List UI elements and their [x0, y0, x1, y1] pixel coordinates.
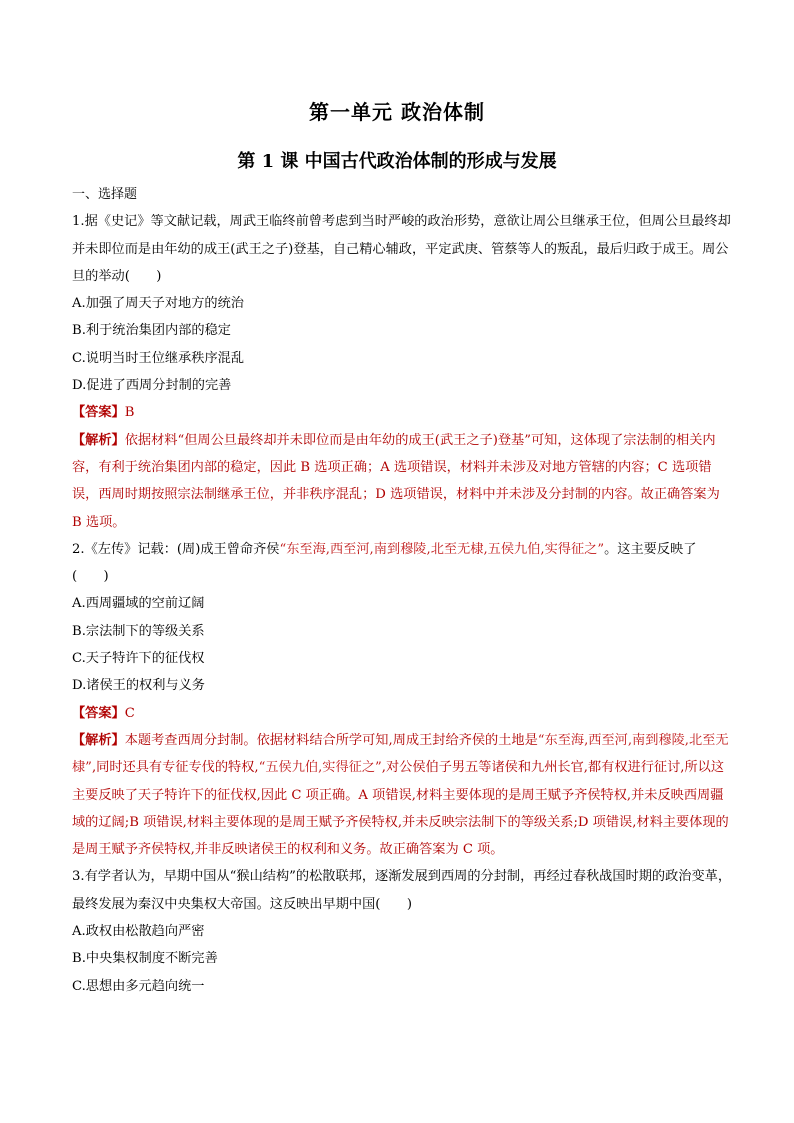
question-1-option-d: D.促进了西周分封制的完善 — [72, 378, 232, 394]
stem-text: 2.《左传》记载：(周)成王曾命齐侯 — [72, 541, 280, 557]
question-1-option-a: A.加强了周天子对地方的统治 — [72, 296, 244, 312]
question-2-option-b: B.宗法制下的等级关系 — [72, 623, 205, 639]
answer-label: 【答案】 — [72, 705, 125, 721]
question-2-answer — [72, 700, 732, 727]
question-3-stem: 3.有学者认为，早期中国从“猴山结构”的松散联邦，逐渐发展到西周的分封制，再经过春秋战国时期的政治变革，最终发展为秦汉中央集权大帝国。这反映出早期中国( ) — [72, 869, 732, 912]
stem-text: 。这主要反映了( ) — [72, 541, 697, 585]
question-2-option-c: C.天子特许下的征伐权 — [72, 651, 205, 667]
question-1-analysis — [72, 427, 732, 536]
question-2-option-a: A.西周疆域的空前辽阔 — [72, 596, 205, 612]
question-2-stem — [72, 536, 732, 591]
question-1-option-b: B.利于统治集团内部的稳定 — [72, 323, 231, 339]
document-body — [72, 181, 732, 1000]
question-2-analysis — [72, 727, 732, 863]
answer-value: C — [124, 705, 135, 721]
quoted-material: “东至海,西至河,南到穆陵,北至无棣” — [72, 732, 729, 776]
answer-value: B — [124, 405, 135, 421]
analysis-text: ,对公侯伯子男五等诸侯和九州长官,都有权进行征讨,所以这主要反映了天子特许下的征伐权,因此 C 项正确。A 项错误,材料主要体现的是周王赋予齐侯特权,并未反映西周疆域的辽阔;B 项错误,材料主要体现的是周王赋予齐侯特权,并未反映宗法制下的等级关系;D 项错误,材料主要体现的是周王赋予齐侯特权,并非反映诸侯王的权利和义务。故正确答案为 C 项。 — [72, 760, 729, 858]
question-3-option-a: A.政权由松散趋向严密 — [72, 924, 205, 940]
section-heading: 一、选择题 — [72, 187, 138, 202]
analysis-text: 依据材料“但周公旦最终却并未即位而是由年幼的成王(武王之子)登基”可知，这体现了宗法制的相关内容，有利于统治集团内部的稳定，因此 B 选项正确；A 选项错误，材料并未涉及对地方管辖的内容；C 选项错误，西周时期按照宗法制继承王位，并非秩序混乱；D 选项错误，材料中并未涉及分封制的内容。故正确答案为 B 选项。 — [72, 432, 720, 530]
quoted-material: “五侯九伯,实得征之” — [258, 760, 382, 776]
answer-label: 【答案】 — [72, 405, 125, 421]
question-1-stem: 1.据《史记》等文献记载，周武王临终前曾考虑到当时严峻的政治形势，意欲让周公旦继承王位，但周公旦最终却并未即位而是由年幼的成王(武王之子)登基，自己精心辅政，平定武庚、管蔡等人的叛乱，最后归政于成王。周公旦的举动( ) — [72, 214, 731, 284]
analysis-label: 【解析】 — [72, 432, 125, 448]
question-2-option-d: D.诸侯王的权利与义务 — [72, 678, 205, 694]
question-3-option-b: B.中央集权制度不断完善 — [72, 951, 218, 967]
lesson-title: 第 1 课 中国古代政治体制的形成与发展 — [237, 151, 557, 172]
analysis-text: ,同时还具有专征专伐的特权, — [91, 760, 259, 776]
question-3-option-c: C.思想由多元趋向统一 — [72, 978, 205, 994]
unit-title: 第一单元 政治体制 — [309, 100, 485, 124]
quoted-material: “东至海,西至河,南到穆陵,北至无棣,五侯九伯,实得征之” — [279, 541, 605, 557]
question-1-answer — [72, 399, 732, 426]
question-1-option-c: C.说明当时王位继承秩序混乱 — [72, 350, 245, 366]
analysis-text: 本题考查西周分封制。依据材料结合所学可知,周成王封给齐侯的土地是 — [124, 732, 538, 748]
analysis-label: 【解析】 — [72, 732, 125, 748]
